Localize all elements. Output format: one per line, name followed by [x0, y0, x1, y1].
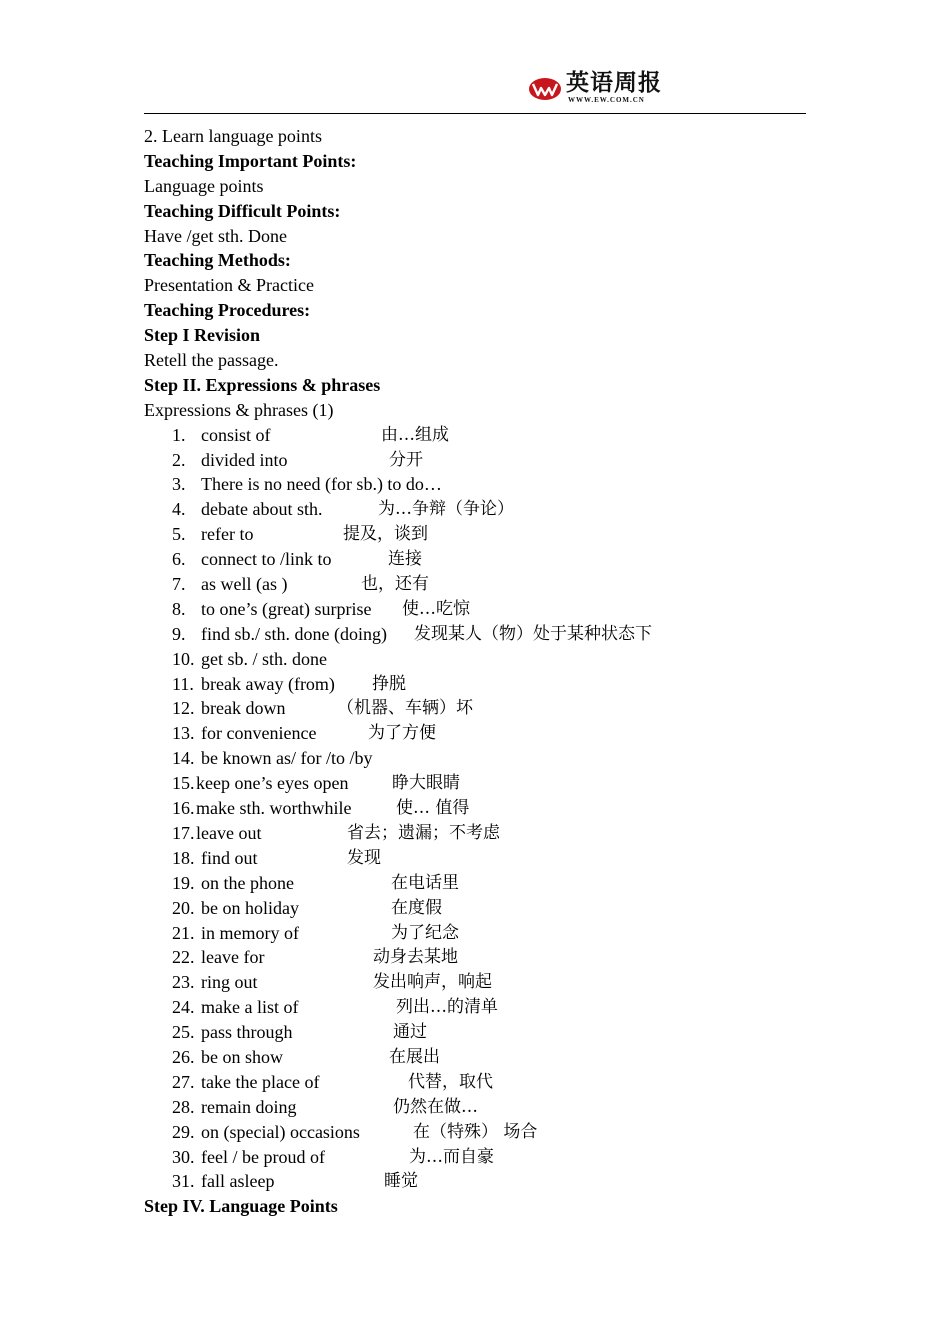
phrase-number: 4.: [172, 499, 186, 520]
phrase-english: feel / be proud of: [201, 1146, 325, 1167]
phrase-english: for convenience: [201, 723, 317, 744]
body-line: Retell the passage.: [144, 350, 279, 371]
phrase-chinese: 使…吃惊: [402, 598, 470, 619]
phrase-english: be on show: [201, 1046, 283, 1067]
intro-lines: [144, 124, 806, 423]
phrase-chinese: 由…组成: [381, 424, 449, 445]
phrase-item: [144, 1145, 806, 1170]
phrase-item: [144, 547, 806, 572]
phrase-chinese: 为…争辩（争论）: [378, 499, 514, 520]
phrase-item: [144, 746, 806, 771]
phrase-number: 2.: [172, 449, 186, 470]
phrase-item: [144, 796, 806, 821]
phrase-number: 26.: [172, 1046, 195, 1067]
phrase-number: 1.: [172, 424, 186, 445]
ew-logo-icon: [528, 76, 562, 102]
phrase-number: 13.: [172, 723, 195, 744]
phrase-english: on the phone: [201, 872, 294, 893]
phrase-item: [144, 871, 806, 896]
phrase-number: 20.: [172, 897, 195, 918]
phrase-chinese: 在电话里: [391, 872, 459, 893]
body-line: Have /get sth. Done: [144, 225, 287, 246]
phrase-item: [144, 522, 806, 547]
phrase-english: in memory of: [201, 922, 299, 943]
phrase-item: [144, 622, 806, 647]
header-logo: [528, 68, 668, 108]
phrase-item: [144, 647, 806, 672]
phrase-chinese: 睡觉: [384, 1171, 418, 1192]
section-heading: Teaching Methods:: [144, 250, 291, 271]
phrase-number: 19.: [172, 872, 195, 893]
phrase-english: There is no need (for sb.) to do…: [201, 474, 442, 495]
phrase-english: break away (from): [201, 673, 335, 694]
phrase-item: [144, 945, 806, 970]
phrase-number: 11.: [172, 673, 194, 694]
phrase-chinese: 动身去某地: [373, 947, 458, 968]
phrase-item: [144, 472, 806, 497]
phrase-english: be on holiday: [201, 897, 299, 918]
body-line: Language points: [144, 175, 264, 196]
phrase-chinese: 在展出: [389, 1046, 440, 1067]
phrase-item: [144, 672, 806, 697]
phrase-number: 23.: [172, 972, 195, 993]
phrase-english: debate about sth.: [201, 499, 323, 520]
phrase-number: 28.: [172, 1096, 195, 1117]
phrase-english: find sb./ sth. done (doing): [201, 623, 387, 644]
phrase-number: 14.: [172, 748, 195, 769]
phrase-number: 3.: [172, 474, 186, 495]
phrase-number: 17.: [172, 822, 195, 843]
phrase-chinese: 连接: [388, 549, 422, 570]
phrase-list: [144, 423, 806, 1195]
phrase-chinese: 发现某人（物）处于某种状态下: [414, 623, 652, 644]
header-divider: [144, 113, 806, 114]
phrase-item: [144, 1070, 806, 1095]
phrase-item: [144, 721, 806, 746]
phrase-english: to one’s (great) surprise: [201, 598, 372, 619]
body-line: Expressions & phrases (1): [144, 399, 334, 420]
phrase-chinese: 为了方便: [368, 723, 436, 744]
phrase-english: divided into: [201, 449, 288, 470]
phrase-number: 15.: [172, 773, 195, 794]
phrase-number: 21.: [172, 922, 195, 943]
step-iv-heading: Step IV. Language Points: [144, 1196, 338, 1217]
phrase-chinese: 发出响声，响起: [373, 972, 492, 993]
body-line: Presentation & Practice: [144, 275, 314, 296]
phrase-item: [144, 1120, 806, 1145]
phrase-english: leave out: [196, 822, 262, 843]
phrase-chinese: 挣脱: [372, 673, 406, 694]
phrase-english: be known as/ for /to /by: [201, 748, 373, 769]
phrase-item: [144, 448, 806, 473]
phrase-item: [144, 497, 806, 522]
phrase-item: [144, 597, 806, 622]
phrase-number: 7.: [172, 574, 186, 595]
phrase-chinese: 列出…的清单: [396, 997, 498, 1018]
phrase-item: [144, 896, 806, 921]
phrase-english: keep one’s eyes open: [196, 773, 349, 794]
phrase-chinese: 代替，取代: [408, 1071, 493, 1092]
phrase-chinese: 仍然在做…: [393, 1096, 478, 1117]
phrase-number: 10.: [172, 648, 195, 669]
phrase-number: 5.: [172, 524, 186, 545]
phrase-english: make a list of: [201, 997, 299, 1018]
body-line: 2. Learn language points: [144, 126, 322, 146]
phrase-english: take the place of: [201, 1071, 320, 1092]
phrase-chinese: 也，还有: [361, 574, 429, 595]
phrase-item: [144, 572, 806, 597]
phrase-chinese: 使… 值得: [396, 798, 470, 819]
phrase-chinese: （机器、车辆）坏: [337, 698, 473, 719]
phrase-chinese: 分开: [389, 449, 423, 470]
logo-title: 英语周报: [566, 69, 662, 96]
phrase-english: fall asleep: [201, 1171, 275, 1192]
phrase-item: [144, 821, 806, 846]
document-body: [144, 124, 806, 1219]
phrase-english: ring out: [201, 972, 258, 993]
phrase-number: 27.: [172, 1071, 195, 1092]
phrase-english: remain doing: [201, 1096, 297, 1117]
phrase-chinese: 为…而自豪: [409, 1146, 494, 1167]
phrase-item: [144, 696, 806, 721]
phrase-chinese: 提及，谈到: [343, 524, 428, 545]
phrase-english: connect to /link to: [201, 549, 332, 570]
phrase-item: [144, 1095, 806, 1120]
section-heading: Teaching Difficult Points:: [144, 200, 341, 221]
phrase-number: 12.: [172, 698, 195, 719]
phrase-chinese: 通过: [393, 1022, 427, 1043]
phrase-english: refer to: [201, 524, 254, 545]
phrase-english: pass through: [201, 1022, 293, 1043]
phrase-chinese: 为了纪念: [391, 922, 459, 943]
phrase-item: [144, 771, 806, 796]
phrase-number: 31.: [172, 1171, 195, 1192]
section-heading: Teaching Procedures:: [144, 300, 311, 321]
phrase-item: [144, 423, 806, 448]
phrase-item: [144, 1169, 806, 1194]
phrase-chinese: 发现: [347, 847, 381, 868]
phrase-english: on (special) occasions: [201, 1121, 360, 1142]
section-heading: Step II. Expressions & phrases: [144, 374, 381, 395]
phrase-english: find out: [201, 847, 258, 868]
phrase-item: [144, 1020, 806, 1045]
phrase-english: as well (as ): [201, 574, 288, 595]
phrase-english: get sb. / sth. done: [201, 648, 327, 669]
phrase-item: [144, 921, 806, 946]
phrase-number: 25.: [172, 1022, 195, 1043]
logo-url: WWW.EW.COM.CN: [568, 96, 645, 104]
section-heading: Step I Revision: [144, 325, 261, 346]
phrase-number: 18.: [172, 847, 195, 868]
phrase-item: [144, 846, 806, 871]
phrase-item: [144, 995, 806, 1020]
phrase-number: 9.: [172, 623, 186, 644]
phrase-english: consist of: [201, 424, 271, 445]
phrase-number: 22.: [172, 947, 195, 968]
phrase-chinese: 在度假: [391, 897, 442, 918]
phrase-item: [144, 1045, 806, 1070]
phrase-chinese: 在（特殊） 场合: [413, 1121, 538, 1142]
phrase-number: 8.: [172, 598, 186, 619]
phrase-item: [144, 970, 806, 995]
phrase-english: leave for: [201, 947, 265, 968]
phrase-chinese: 睁大眼睛: [392, 773, 460, 794]
phrase-number: 29.: [172, 1121, 195, 1142]
phrase-english: break down: [201, 698, 286, 719]
section-heading: Teaching Important Points:: [144, 150, 357, 171]
phrase-number: 24.: [172, 997, 195, 1018]
phrase-number: 30.: [172, 1146, 195, 1167]
phrase-number: 6.: [172, 549, 186, 570]
phrase-english: make sth. worthwhile: [196, 798, 352, 819]
phrase-number: 16.: [172, 798, 195, 819]
phrase-chinese: 省去；遗漏；不考虑: [347, 822, 500, 843]
